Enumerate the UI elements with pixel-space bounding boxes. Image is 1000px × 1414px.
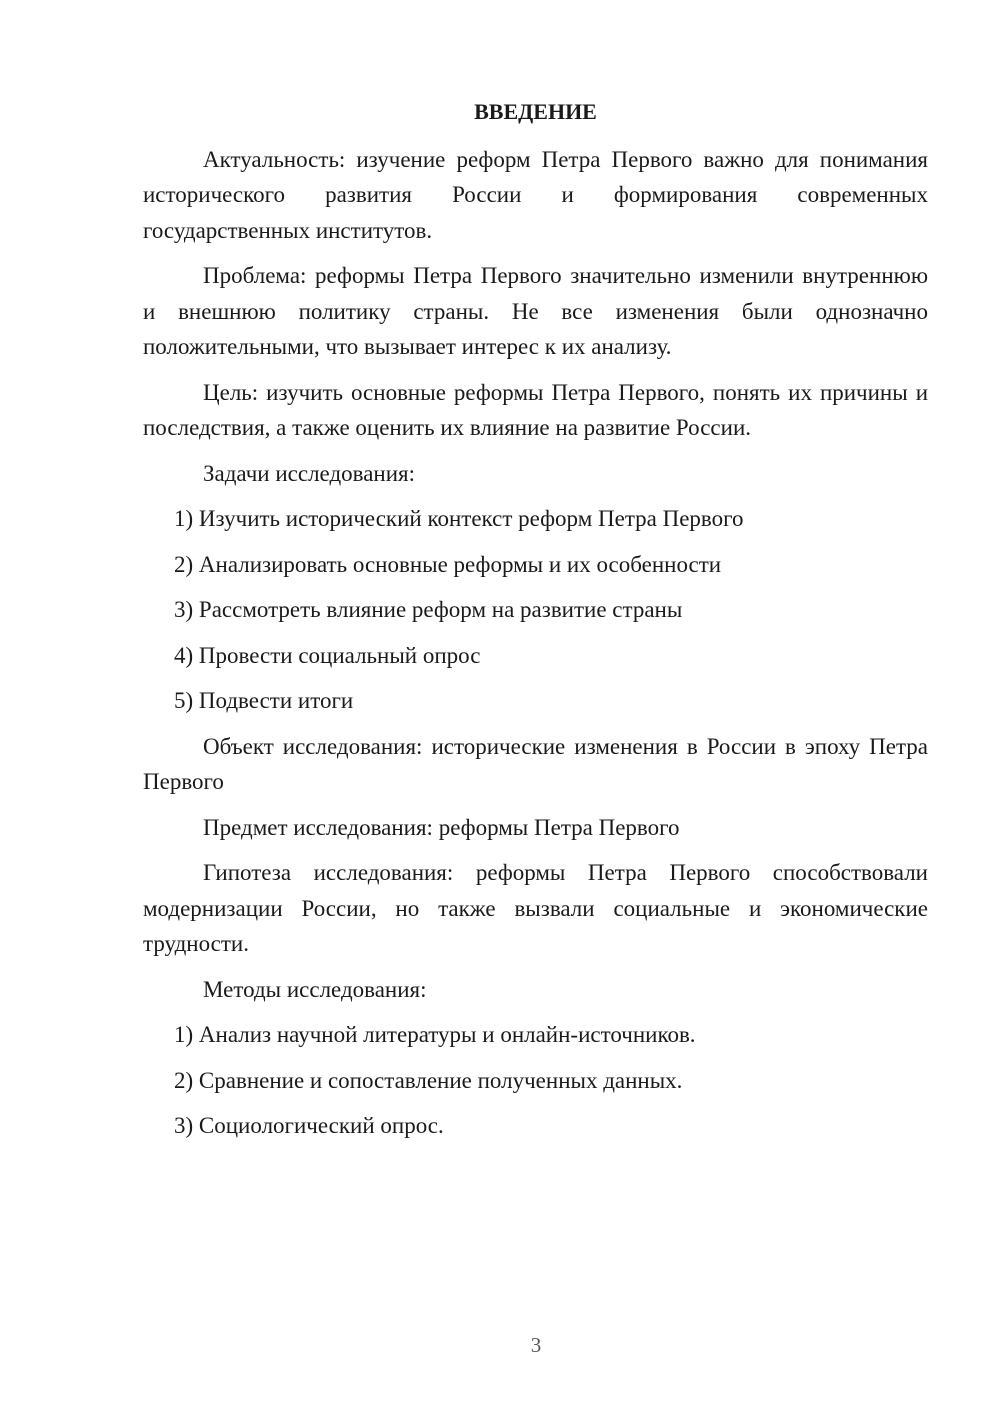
tasks-heading: Задачи исследования: — [203, 460, 416, 486]
list-item: 3) Рассмотреть влияние реформ на развитие страны — [174, 597, 683, 622]
list-item: 1) Изучить исторический контекст реформ Петра Первого — [174, 506, 744, 531]
list-item: 4) Провести социальный опрос — [174, 642, 481, 668]
page-content — [143, 94, 928, 1154]
list-item: 3) Социологический опрос. — [174, 1113, 444, 1138]
problem-paragraph: Проблема: реформы Петра Первого значительно изменили внутреннюю и внешнюю политику страны. Не все изменения были однозначно положительными, что вызывает интерес к их анализу. — [143, 263, 928, 359]
page-number: 3 — [530, 1333, 542, 1357]
object-paragraph: Объект исследования: исторические изменения в России в эпоху Петра Первого — [143, 733, 928, 794]
list-item: 2) Сравнение и сопоставление полученных данных. — [174, 1067, 683, 1093]
subject-paragraph: Предмет исследования: реформы Петра Первого — [203, 814, 680, 840]
goal-paragraph: Цель: изучить основные реформы Петра Первого, понять их причины и последствия, а также оценить их влияние на развитие России. — [143, 379, 928, 440]
methods-heading: Методы исследования: — [203, 976, 427, 1002]
list-item: 1) Анализ научной литературы и онлайн-источников. — [174, 1022, 696, 1047]
methods-list — [143, 1017, 928, 1144]
hypothesis-paragraph: Гипотеза исследования: реформы Петра Первого способствовали модернизации России, но также вызвали социальные и экономические трудности. — [143, 860, 928, 956]
list-item: 5) Подвести итоги — [174, 688, 354, 713]
section-title: ВВЕДЕНИЕ — [474, 99, 597, 124]
tasks-list — [143, 501, 928, 719]
relevance-paragraph: Актуальность: изучение реформ Петра Первого важно для понимания исторического развития России и формирования современных государственных институтов. — [143, 146, 928, 243]
list-item: 2) Анализировать основные реформы и их особенности — [174, 551, 722, 577]
